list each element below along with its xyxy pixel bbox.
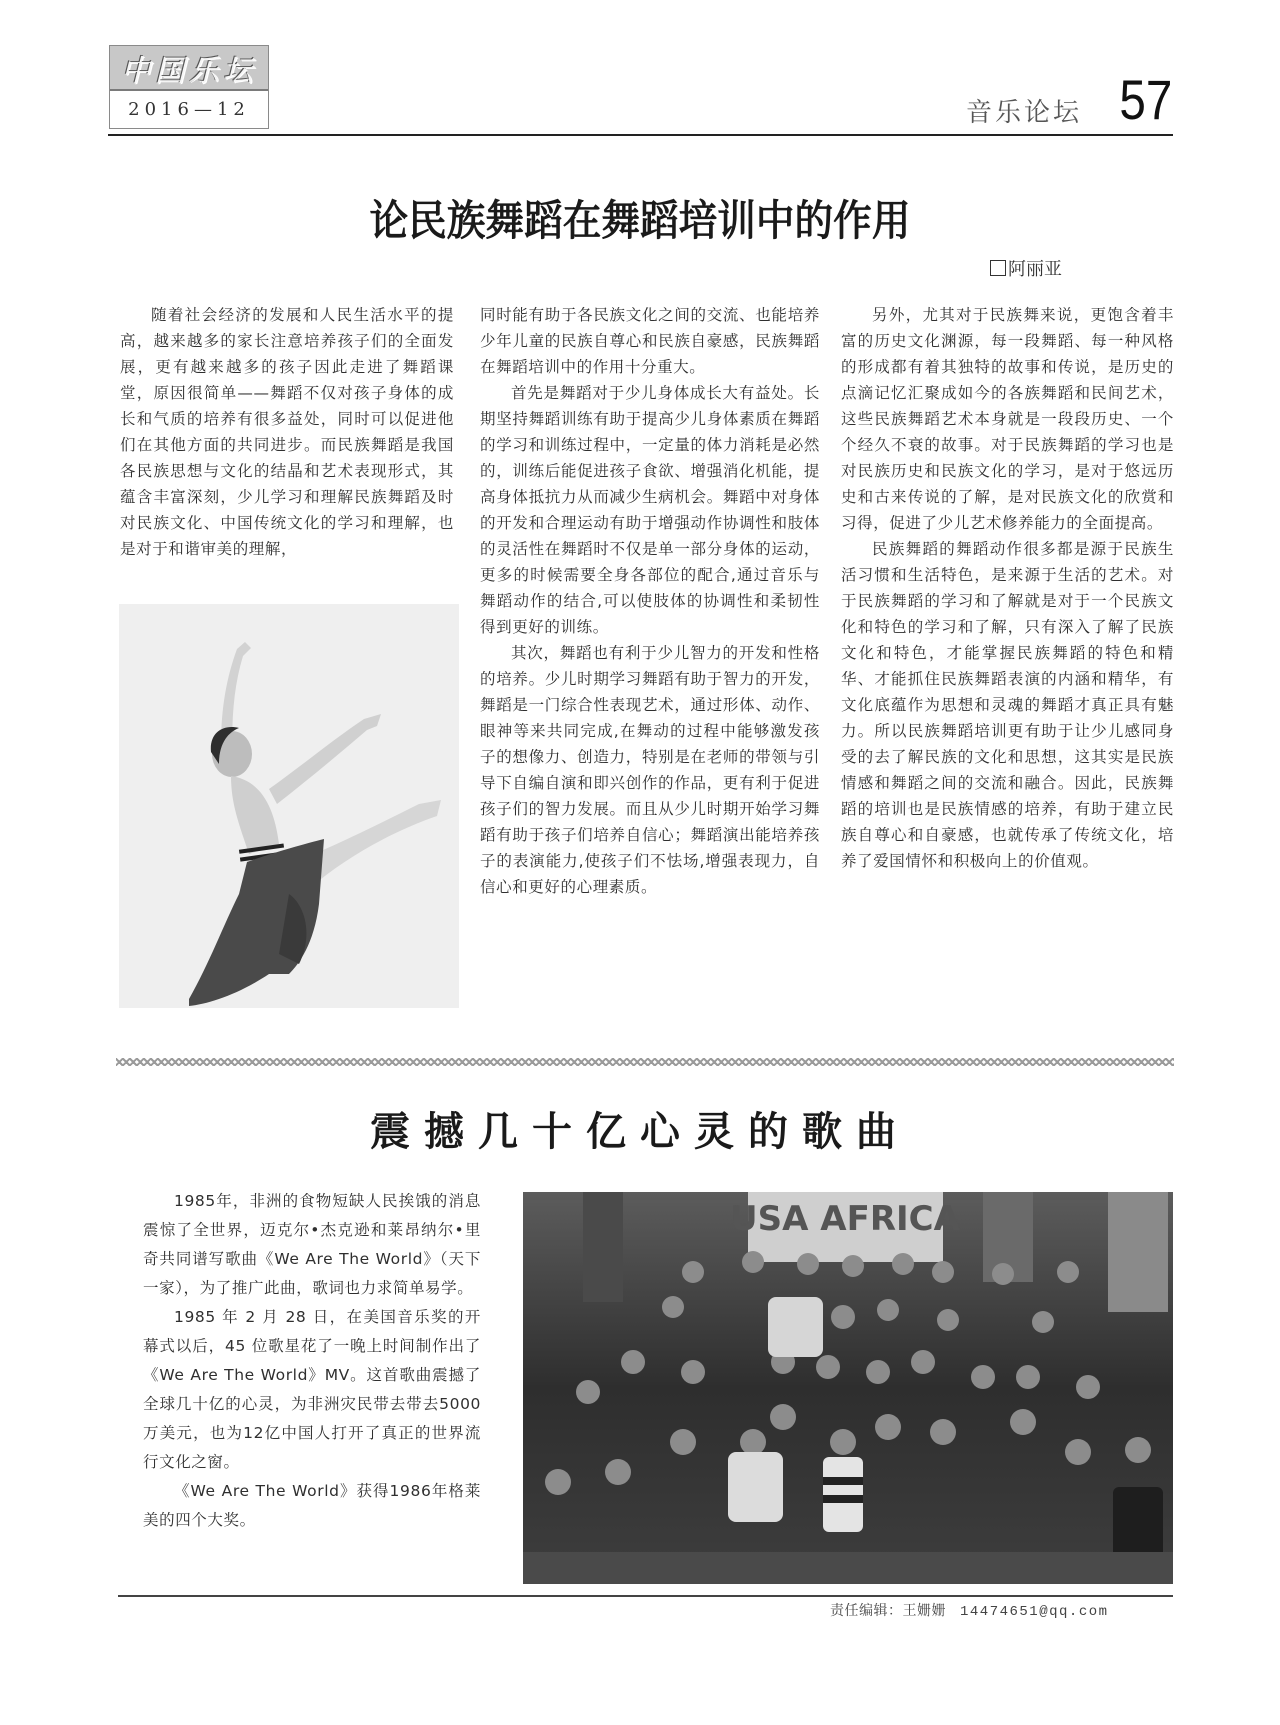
dancer-image-icon <box>119 604 459 1008</box>
paragraph: 另外，尤其对于民族舞来说，更饱含着丰富的历史文化渊源，每一段舞蹈、每一种风格的形成都有着其独特的故事和传说，是历史的点滴记忆汇聚成如今的各族舞蹈和民间艺术，这些民族舞蹈艺术本身就是一段段历史、一个个经久不衰的故事。对于民族舞蹈的学习也是对民族历史和民族文化的学习，是对于悠远历史和古来传说的了解，是对民族文化的欣赏和习得，促进了少儿艺术修养能力的全面提高。 <box>841 306 1174 532</box>
group-image-icon <box>523 1192 1173 1584</box>
dancer-photo <box>119 604 459 1008</box>
article-column-3 <box>841 302 1174 874</box>
article-column-2 <box>480 302 820 900</box>
paragraph: 1985年，非洲的食物短缺人民挨饿的消息震惊了全世界，迈克尔•杰克逊和莱昂纳尔•里奇共同谱写歌曲《We Are The World》（天下一家），为了推广此曲，歌词也力求简单易学。 <box>143 1192 481 1297</box>
section-label: 音乐论坛 <box>965 98 1082 128</box>
article-column-1 <box>120 302 454 562</box>
issue-date: 2016—12 <box>128 99 250 120</box>
footer-editor <box>830 1600 1109 1620</box>
paragraph-continuation: 同时能有助于各民族文化之间的交流、也能培养少年儿童的民族自尊心和民族自豪感，民族舞蹈在舞蹈培训中的作用十分重大。 <box>480 306 820 376</box>
byline <box>990 255 1062 281</box>
article-title-2: 震撼几十亿心灵的歌曲 <box>370 1108 910 1155</box>
editor-label: 责任编辑：王姗姗 <box>830 1603 946 1619</box>
page-number: 57 <box>1119 68 1172 131</box>
header-rule <box>108 134 1173 136</box>
paragraph: 民族舞蹈的舞蹈动作很多都是源于民族生活习惯和生活特色，是来源于生活的艺术。对于民族舞蹈的学习和了解就是对于一个民族文化和特色的学习和了解，只有深入了解了民族文化和特色，才能掌握民族舞蹈的特色和精华、才能抓住民族舞蹈表演的内涵和精华，有文化底蕴作为思想和灵魂的舞蹈才真正具有魅力。所以民族舞蹈培训更有助于让少儿感同身受的去了解民族的文化和思想，这其实是民族情感和舞蹈之间的交流和融合。因此，民族舞蹈的培训也是民族情感的培养，有助于建立民族自尊心和自豪感，也就传承了传统文化，培养了爱国情怀和积极向上的价值观。 <box>841 540 1174 870</box>
group-photo <box>523 1192 1173 1584</box>
paragraph: 其次，舞蹈也有利于少儿智力的开发和性格的培养。少儿时期学习舞蹈有助于智力的开发，舞蹈是一门综合性表现艺术，通过形体、动作、眼神等来共同完成,在舞动的过程中能够激发孩子的想像力、创造力，特别是在老师的带领与引导下自编自演和即兴创作的作品，更有利于促进孩子们的智力发展。而且从少儿时期开始学习舞蹈有助于孩子们培养自信心；舞蹈演出能培养孩子的表演能力,使孩子们不怯场,增强表现力，自信心和更好的心理素质。 <box>480 644 820 896</box>
banner-text: USA AFRICA <box>730 1199 960 1239</box>
article2-text <box>143 1187 481 1535</box>
footer-rule <box>118 1595 1173 1597</box>
author-name: 阿丽亚 <box>1008 259 1062 280</box>
paragraph: 首先是舞蹈对于少儿身体成长大有益处。长期坚持舞蹈训练有助于提高少儿身体素质在舞蹈的学习和训练过程中，一定量的体力消耗是必然的，训练后能促进孩子食欲、增强消化机能，提高身体抵抗力从而减少生病机会。舞蹈中对身体的开发和合理运动有助于增强动作协调性和肢体的灵活性在舞蹈时不仅是单一部分身体的运动，更多的时候需要全身各部位的配合,通过音乐与舞蹈动作的结合,可以使肢体的协调性和柔韧性得到更好的训练。 <box>480 384 820 636</box>
masthead <box>109 45 269 129</box>
editor-email: 14474651@qq.com <box>960 1604 1109 1620</box>
article-title: 论民族舞蹈在舞蹈培训中的作用 <box>369 196 911 245</box>
byline-box-icon <box>990 260 1006 276</box>
paragraph: 随着社会经济的发展和人民生活水平的提高，越来越多的家长注意培养孩子们的全面发展，更有越来越多的孩子因此走进了舞蹈课堂，原因很简单——舞蹈不仅对孩子身体的成长和气质的培养有很多益处，同时可以促进他们在其他方面的共同进步。而民族舞蹈是我国各民族思想与文化的结晶和艺术表现形式，其蕴含丰富深刻，少儿学习和理解民族舞蹈及时对民族文化、中国传统文化的学习和理解，也是对于和谐审美的理解， <box>120 306 454 558</box>
paragraph: 《We Are The World》获得1986年格莱美的四个大奖。 <box>143 1482 481 1529</box>
paragraph: 1985 年 2 月 28 日，在美国音乐奖的开幕式以后，45 位歌星花了一晚上时间制作出了《We Are The World》MV。这首歌曲震撼了全球几十亿的心灵，为非洲灾民带去带去5000万美元，也为12亿中国人打开了真正的世界流行文化之窗。 <box>143 1308 481 1471</box>
diamond-separator <box>116 1058 1174 1066</box>
masthead-logo: 中国乐坛 <box>110 46 268 91</box>
